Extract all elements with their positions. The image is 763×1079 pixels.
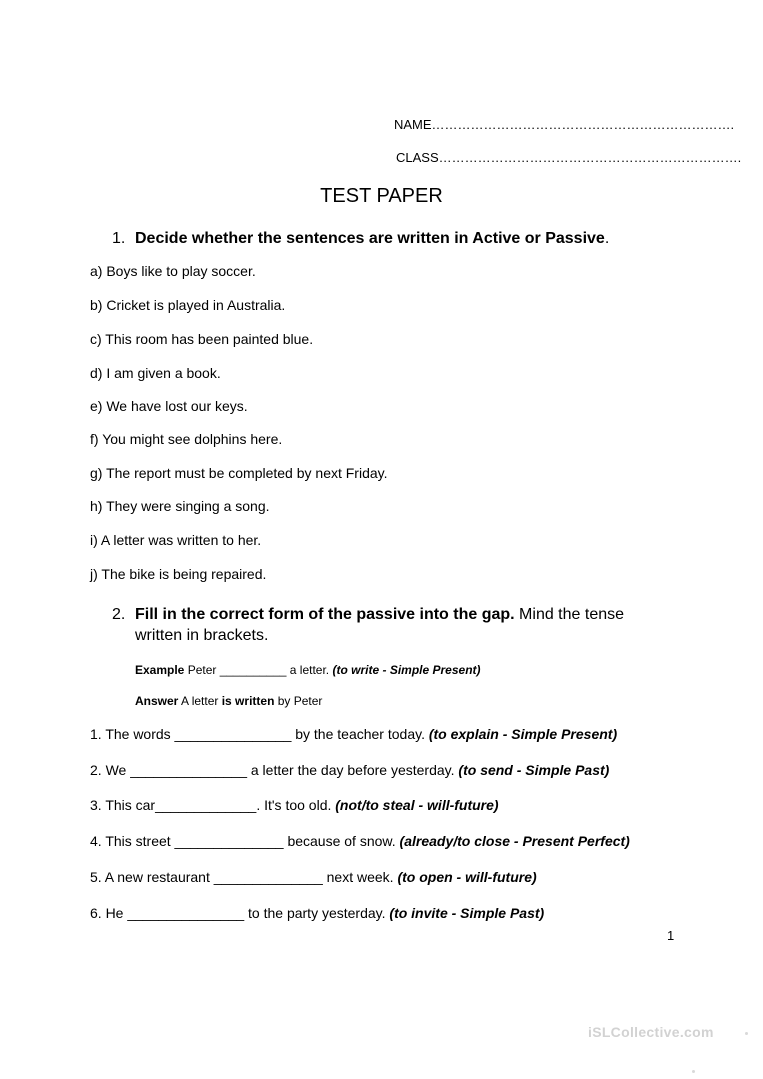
list-item: b) Cricket is played in Australia. <box>90 297 286 313</box>
exercise-text: 6. He _______________ to the party yesterday. <box>90 905 390 921</box>
answer-verb: is written <box>221 694 275 708</box>
exercise-text: 3. This car_____________. It's too old. <box>90 797 336 813</box>
section2-heading-rest: Mind the tense written in brackets. <box>135 606 625 644</box>
section2-heading-bold: Fill in the correct form of the passive into the gap. <box>135 606 515 623</box>
name-field: NAME……………………………………………………………. <box>394 117 735 132</box>
watermark: iSLCollective.com <box>588 1024 714 1040</box>
example-label: Example <box>135 663 185 677</box>
exercise-hint: (to invite - Simple Past) <box>389 905 545 921</box>
exercise-hint: (to send - Simple Past) <box>458 762 610 778</box>
exercise-hint: (to explain - Simple Present) <box>428 726 618 742</box>
exercise-text: 1. The words _______________ by the teacher today. <box>90 726 429 742</box>
list-item: g) The report must be completed by next Friday. <box>90 465 388 481</box>
answer-text-2: by Peter <box>274 694 323 708</box>
answer-text-1: A letter <box>178 694 222 708</box>
list-item: e) We have lost our keys. <box>90 398 248 414</box>
list-item: i) A letter was written to her. <box>90 532 262 548</box>
watermark-dot <box>692 1070 695 1073</box>
list-item: h) They were singing a song. <box>90 498 270 514</box>
exercise-item <box>90 833 630 849</box>
section1-heading-period: . <box>604 230 610 247</box>
page-number: 1 <box>667 928 675 943</box>
section2-heading <box>0 604 763 648</box>
page-title: TEST PAPER <box>320 185 443 207</box>
exercise-text: 4. This street ______________ because of snow. <box>90 833 400 849</box>
answer-label: Answer <box>135 694 179 708</box>
exercise-item <box>90 797 499 813</box>
answer-line <box>135 694 322 708</box>
example-hint: (to write - Simple Present) <box>332 663 481 677</box>
exercise-item <box>90 726 617 742</box>
watermark-dot <box>745 1032 748 1035</box>
list-item: c) This room has been painted blue. <box>90 331 314 347</box>
list-item: a) Boys like to play soccer. <box>90 263 256 279</box>
section2-number: 2. <box>112 606 126 623</box>
section1-number: 1. <box>112 230 126 247</box>
exercise-hint: (already/to close - Present Perfect) <box>399 833 630 849</box>
exercise-item <box>90 869 537 885</box>
list-item: j) The bike is being repaired. <box>90 566 267 582</box>
list-item: f) You might see dolphins here. <box>90 431 283 447</box>
class-field: CLASS……………………………………………………………. <box>396 150 742 165</box>
example-text: Peter __________ a letter. <box>184 663 333 677</box>
list-item: d) I am given a book. <box>90 365 221 381</box>
exercise-hint: (to open - will-future) <box>397 869 537 885</box>
exercise-text: 2. We _______________ a letter the day before yesterday. <box>90 762 459 778</box>
section1-heading-text: Decide whether the sentences are written in Active or Passive <box>135 230 605 247</box>
exercise-item <box>90 762 609 778</box>
example-line <box>135 663 481 677</box>
section1-heading <box>0 228 763 250</box>
exercise-text: 5. A new restaurant ______________ next week. <box>90 869 398 885</box>
exercise-item <box>90 905 544 921</box>
exercise-hint: (not/to steal - will-future) <box>335 797 499 813</box>
